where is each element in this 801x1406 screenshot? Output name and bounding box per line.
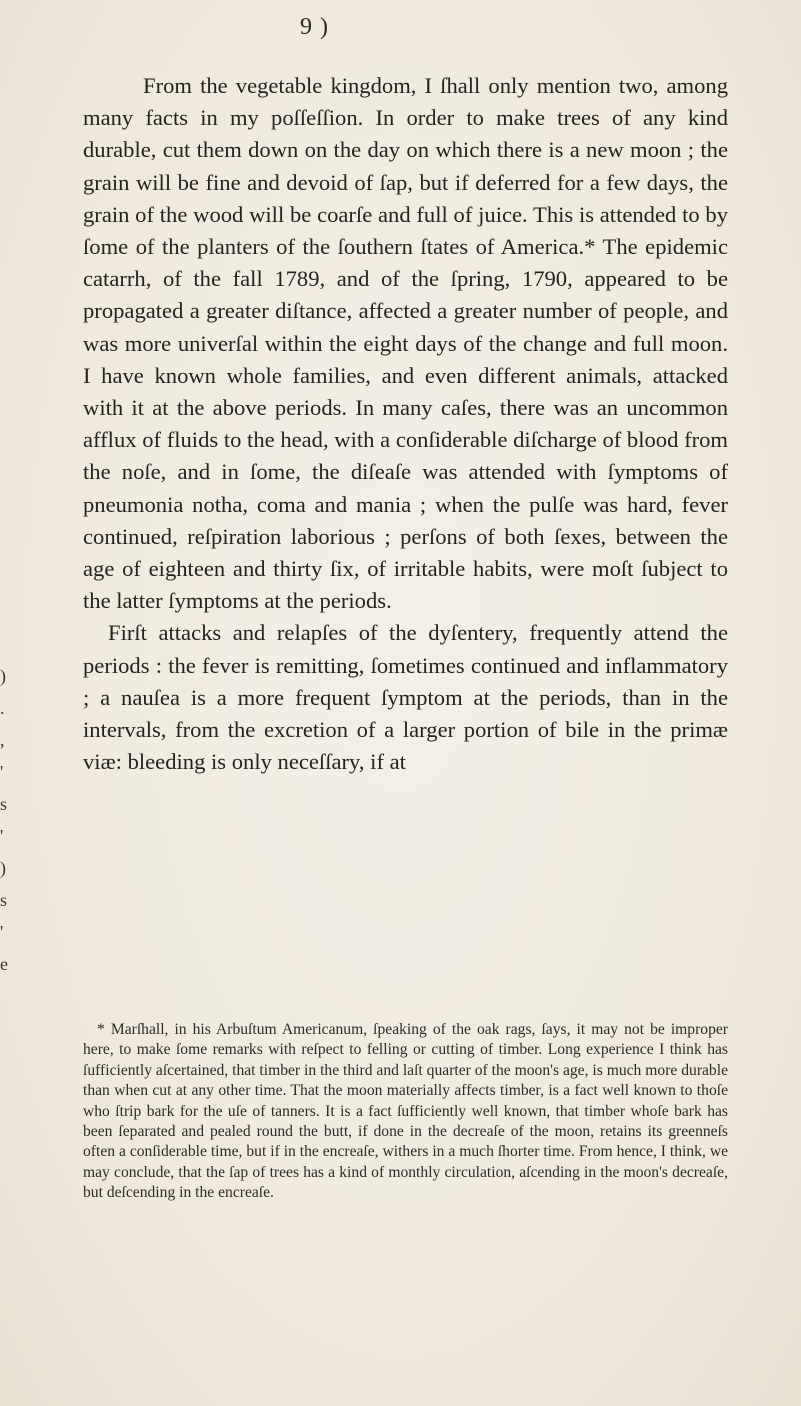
footnote-text: * Marſhall, in his Arbuſtum Americanum, ſpeaking of the oak rags, ſays, it may not be improper here, to make ſome remarks with reſpect to felling or cutting of timber. Long experience I think has ſufficiently aſcertained, that timber in the third and laſt quarter of the moon's age, is much more durable than when cut at any other time. That the moon materially affects timber, is a fact well known to thoſe who ſtrip bark for the uſe of tanners. It is a fact ſufficiently well known, that timber whoſe bark has been ſeparated and pealed round the butt, if done in the decreaſe of the moon, retains its greenneſs often a conſiderable time, but if in the encreaſe, withers in a much ſhorter time. From hence, I think, we may conclude, that the ſap of trees has a kind of monthly circulation, aſcending in the moon's decreaſe, but deſcending in the encreaſe. <box>83 1021 728 1202</box>
main-body-text <box>83 70 728 778</box>
margin-mark: ) <box>0 666 6 686</box>
margin-mark: ' <box>0 826 4 846</box>
margin-mark: . <box>0 698 5 718</box>
margin-mark: ) <box>0 858 6 878</box>
margin-mark: ' <box>0 922 4 942</box>
margin-mark: , <box>0 730 5 750</box>
margin-mark: ' <box>0 762 4 782</box>
margin-mark: s <box>0 794 8 814</box>
paragraph-vegetable-kingdom: From the vegetable kingdom, I ſhall only mention two, among many facts in my poſſeſſion. In order to make trees of any kind durable, cut them down on the day on which there is a new moon ; the grain will be fine and devoid of ſap, but if deferred for a few days, the grain of the wood will be coarſe and full of juice. This is attended to by ſome of the planters of the ſouthern ſtates of America.* The epidemic catarrh, of the fall 1789, and of the ſpring, 1790, appeared to be propagated a greater diſtance, affected a greater number of people, and was more univerſal within the eight days of the change and full moon. I have known whole families, and even different animals, attacked with it at the above periods. In many caſes, there was an uncommon afflux of fluids to the head, with a conſiderable diſcharge of blood from the noſe, and in ſome, the diſeaſe was attended with ſymptoms of pneumonia notha, coma and mania ; when the pulſe was hard, fever continued, reſpiration laborious ; perſons of both ſexes, between the age of eighteen and thirty ſix, of irritable habits, were moſt ſubject to the latter ſymptoms at the periods. <box>83 73 728 614</box>
page-number-header: 9 ) <box>300 14 329 40</box>
left-margin-bleed-marks <box>0 660 14 980</box>
margin-mark: s <box>0 890 8 910</box>
paragraph-dysentery: Firſt attacks and relapſes of the dyſentery, frequently attend the periods : the fever is remitting, ſometimes continued and inflammatory ; a nauſea is a more frequent ſymptom at the periods, than in the intervals, from the excretion of a larger portion of bile in the primæ viæ: bleeding is only neceſſary, if at <box>83 620 728 775</box>
margin-mark: e <box>0 954 8 974</box>
footnote <box>83 1020 728 1204</box>
